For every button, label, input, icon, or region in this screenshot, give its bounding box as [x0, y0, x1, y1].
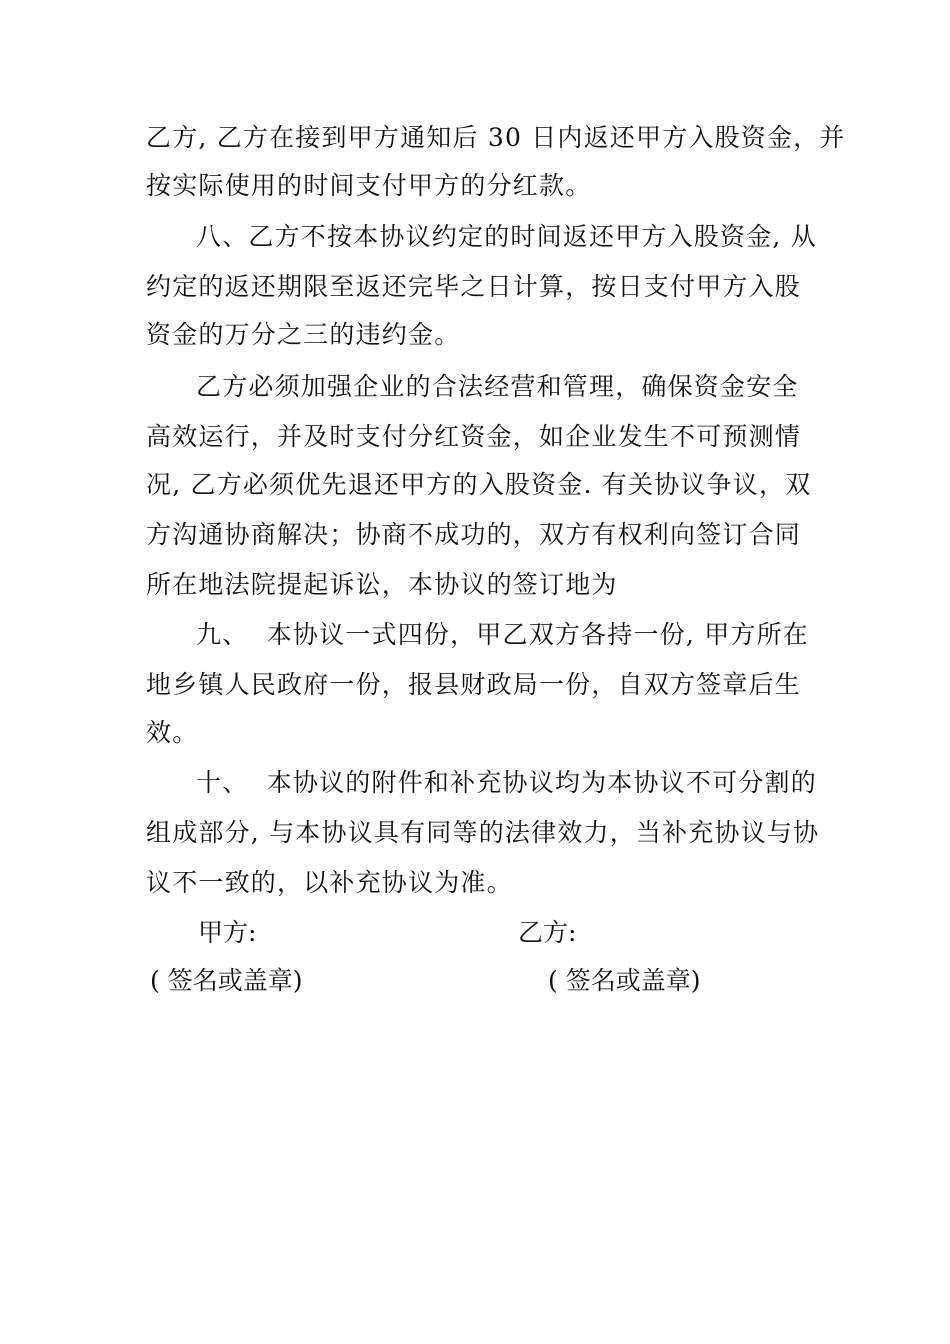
clause-9-line: 效。 — [146, 718, 199, 747]
clause-8-line: 八、乙方不按本协议约定的时间返还甲方入股资金, 从 — [196, 222, 817, 251]
clause-8-line: 约定的返还期限至返还完毕之日计算，按日支付甲方入股 — [146, 272, 802, 301]
clause-9-line: 九、 本协议一式四份，甲乙双方各持一份, 甲方所在 — [196, 620, 809, 649]
obligation-line: 所在地法院提起诉讼，本协议的签订地为 — [146, 570, 618, 599]
clause-9-line: 地乡镇人民政府一份，报县财政局一份，自双方签章后生 — [146, 670, 802, 699]
clause-10-line: 十、 本协议的附件和补充协议均为本协议不可分割的 — [196, 768, 817, 797]
obligation-line: 况, 乙方必须优先退还甲方的入股资金. 有关协议争议，双 — [146, 470, 812, 499]
clause-10-line: 组成部分, 与本协议具有同等的法律效力，当补充协议与协 — [146, 818, 820, 847]
paragraph-line: 乙方, 乙方在接到甲方通知后 30 日内返还甲方入股资金，并 — [146, 123, 846, 152]
party-a-signature-note: ( 签名或盖章) — [150, 966, 303, 995]
party-b-signature-note: ( 签名或盖章) — [548, 966, 701, 995]
clause-10-line: 议不一致的，以补充协议为准。 — [146, 868, 513, 897]
party-a-label: 甲方: — [198, 918, 257, 947]
obligation-line: 方沟通协商解决；协商不成功的，双方有权利向签订合同 — [146, 520, 802, 549]
clause-8-line: 资金的万分之三的违约金。 — [146, 320, 461, 349]
party-b-label: 乙方: — [518, 918, 577, 947]
paragraph-line: 按实际使用的时间支付甲方的分红款。 — [146, 171, 592, 200]
obligation-line: 乙方必须加强企业的合法经营和管理，确保资金安全 — [196, 372, 799, 401]
obligation-line: 高效运行，并及时支付分红资金，如企业发生不可预测情 — [146, 422, 802, 451]
